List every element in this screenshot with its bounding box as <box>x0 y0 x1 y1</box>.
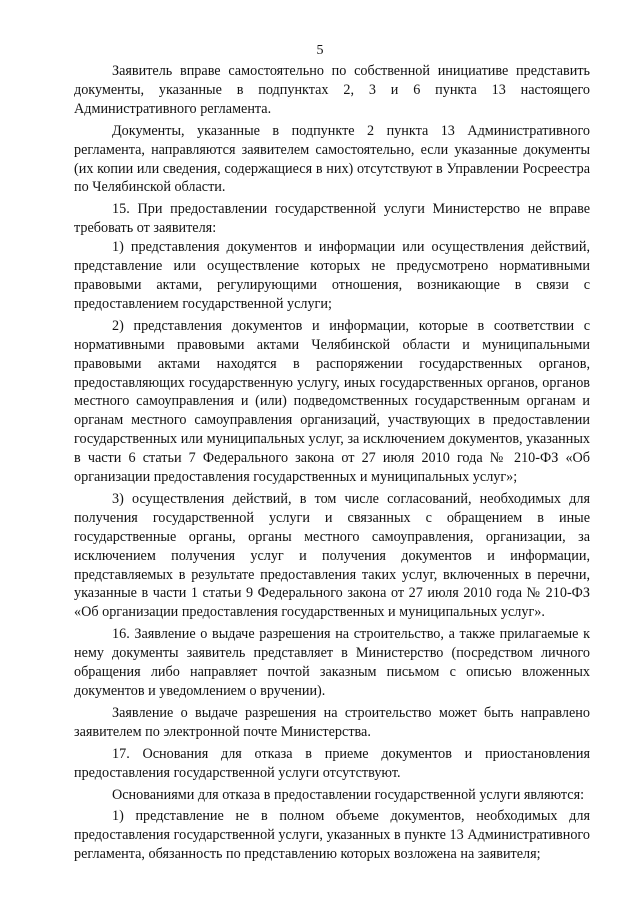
paragraph-15-item-1: 1) представления документов и информации или осуществления действий, представление или осуществление которых не предусмотрено нормативными правовыми актами, регулирующими отношения, возникающие в связи с предоставлением государственной услуги; <box>74 239 590 312</box>
paragraph-17: 17. Основания для отказа в приеме документов и приостановления предоставления государственной услуги отсутствуют. <box>74 745 590 781</box>
paragraph-refusal-item-1: 1) представление не в полном объеме документов, необходимых для предоставления государственной услуги, указанных в пункте 13 Административного регламента, обязанность по представлению которых возложена на заявителя; <box>74 808 590 863</box>
paragraph-15: 15. При предоставлении государственной услуги Министерство не вправе требовать от заявителя: <box>74 201 590 237</box>
paragraph-documents-subpoint-2: Документы, указанные в подпункте 2 пункта 13 Административного регламента, направляются заявителем самостоятельно, если указанные документы (их копии или сведения, содержащиеся в них) отсутствуют в Управлении Росреестра по Челябинской области. <box>74 122 590 196</box>
paragraph-refusal-grounds: Основаниями для отказа в предоставлении государственной услуги являются: <box>112 786 585 803</box>
paragraph-15-item-2: 2) представления документов и информации, которые в соответствии с нормативными правовыми актами Челябинской области и муниципальными правовыми актами находятся в распоряжении государственных органов, предоставляющих государственную услугу, иных государственных органов, органов местного самоуправления и (или) подведомственных государственным органам и органам местного самоуправления организаций, участвующих в предоставлении государственных или муниципальных услуг, за исключением документов, указанных в части 6 статьи 7 Федерального закона от 27 июля 2010 года № 210-ФЗ «Об организации предоставления государственных и муниципальных услуг»; <box>74 317 590 486</box>
paragraph-email-submission: Заявление о выдаче разрешения на строительство может быть направлено заявителем по электронной почте Министерства. <box>74 704 590 740</box>
paragraph-applicant-right: Заявитель вправе самостоятельно по собственной инициативе представить документы, указанные в подпунктах 2, 3 и 6 пункта 13 настоящего Административного регламента. <box>74 63 590 117</box>
page-number: 5 <box>316 43 324 58</box>
paragraph-16: 16. Заявление о выдаче разрешения на строительство, а также прилагаемые к нему документы заявитель представляет в Министерство (посредством личного обращения либо направляет почтой заказным письмом с описью вложенных документов и уведомлением о вручении). <box>74 626 590 699</box>
document-body <box>74 62 590 867</box>
paragraph-15-item-3: 3) осуществления действий, в том числе согласований, необходимых для получения государственной услуги и связанных с обращением в иные государственные органы, органы местного самоуправления, организации, за исключением получения услуг и получения документов и информации, представляемых в результате предоставления таких услуг, включенных в перечни, указанные в части 1 статьи 9 Федерального закона от 27 июля 2010 года № 210-ФЗ «Об организации предоставления государственных и муниципальных услуг». <box>74 490 590 621</box>
